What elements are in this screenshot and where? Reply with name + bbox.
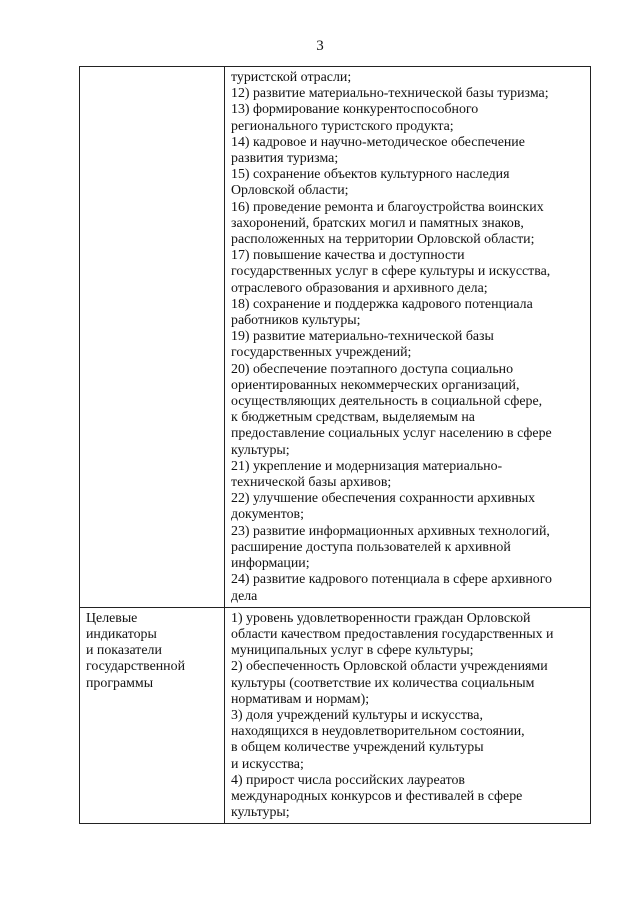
content-line: 14) кадровое и научно-методическое обеспечение xyxy=(231,134,525,150)
content-line: расположенных на территории Орловской области; xyxy=(231,232,535,248)
content-line: 22) улучшение обеспечения сохранности архивных xyxy=(231,491,536,507)
label-line: Целевые xyxy=(86,610,138,626)
content-line: 3) доля учреждений культуры и искусства, xyxy=(231,707,483,723)
content-line: 16) проведение ремонта и благоустройства воинских xyxy=(231,199,544,215)
content-line: 4) прирост числа российских лауреатов xyxy=(231,772,465,788)
content-line: информации; xyxy=(231,556,310,572)
content-line: области качеством предоставления государственных и xyxy=(231,626,554,642)
content-line: в общем количестве учреждений культуры xyxy=(231,740,484,756)
content-line: к бюджетным средствам, выделяемым на xyxy=(231,410,475,426)
content-line: ориентированных некоммерческих организаций, xyxy=(231,377,520,393)
row-content-cell xyxy=(225,67,591,608)
label-line: и показатели xyxy=(86,643,162,659)
label-line: государственной xyxy=(86,659,185,675)
content-line: государственных услуг в сфере культуры и искусства, xyxy=(231,264,551,280)
content-line: 20) обеспечение поэтапного доступа социально xyxy=(231,361,514,377)
content-line: 2) обеспеченность Орловской области учреждениями xyxy=(231,659,548,675)
content-line: находящихся в неудовлетворительном состоянии, xyxy=(231,724,525,740)
content-line: муниципальных услуг в сфере культуры; xyxy=(231,643,474,659)
content-line: расширение доступа пользователей к архивной xyxy=(231,539,511,555)
table-row xyxy=(80,67,591,608)
content-line: захоронений, братских могил и памятных знаков, xyxy=(231,215,524,231)
table-row xyxy=(80,607,591,824)
content-line: туристской отрасли; xyxy=(231,70,352,85)
content-line: культуры; xyxy=(231,805,290,821)
content-line: отраслевого образования и архивного дела; xyxy=(231,280,488,296)
content-line: нормативам и нормам); xyxy=(231,691,370,707)
program-passport-table xyxy=(79,66,591,824)
content-line: 13) формирование конкурентоспособного xyxy=(231,102,479,118)
content-line: технической базы архивов; xyxy=(231,475,392,491)
content-line: 17) повышение качества и доступности xyxy=(231,248,465,264)
content-line: 12) развитие материально-технической базы туризма; xyxy=(231,86,549,102)
content-line: культуры; xyxy=(231,442,290,458)
content-line: 1) уровень удовлетворенности граждан Орловской xyxy=(231,610,531,626)
content-line: осуществляющих деятельность в социальной сфере, xyxy=(231,394,543,410)
content-line: 15) сохранение объектов культурного наследия xyxy=(231,167,510,183)
row-content-cell xyxy=(225,607,591,824)
label-line: индикаторы xyxy=(86,626,157,642)
content-line: Орловской области; xyxy=(231,183,349,199)
content-line: 21) укрепление и модернизация материально- xyxy=(231,458,503,474)
content-line: работников культуры; xyxy=(231,313,361,329)
content-line: 18) сохранение и поддержка кадрового потенциала xyxy=(231,296,533,312)
content-line: культуры (соответствие их количества социальным xyxy=(231,675,535,691)
content-line: 19) развитие материально-технической базы xyxy=(231,329,494,345)
content-line: предоставление социальных услуг населению в сфере xyxy=(231,426,552,442)
row-label-cell xyxy=(80,607,225,824)
page-number: 3 xyxy=(316,38,324,54)
content-line: развития туризма; xyxy=(231,151,339,167)
content-line: государственных учреждений; xyxy=(231,345,412,361)
content-line: 24) развитие кадрового потенциала в сфере архивного xyxy=(231,572,552,588)
content-line: 23) развитие информационных архивных технологий, xyxy=(231,523,550,539)
content-line: документов; xyxy=(231,507,304,523)
content-line: дела xyxy=(231,588,258,604)
content-line: международных конкурсов и фестивалей в сфере xyxy=(231,788,523,804)
row-label-cell xyxy=(80,67,225,608)
label-line: программы xyxy=(86,675,154,691)
content-line: регионального туристского продукта; xyxy=(231,118,454,134)
content-line: и искусства; xyxy=(231,756,304,772)
